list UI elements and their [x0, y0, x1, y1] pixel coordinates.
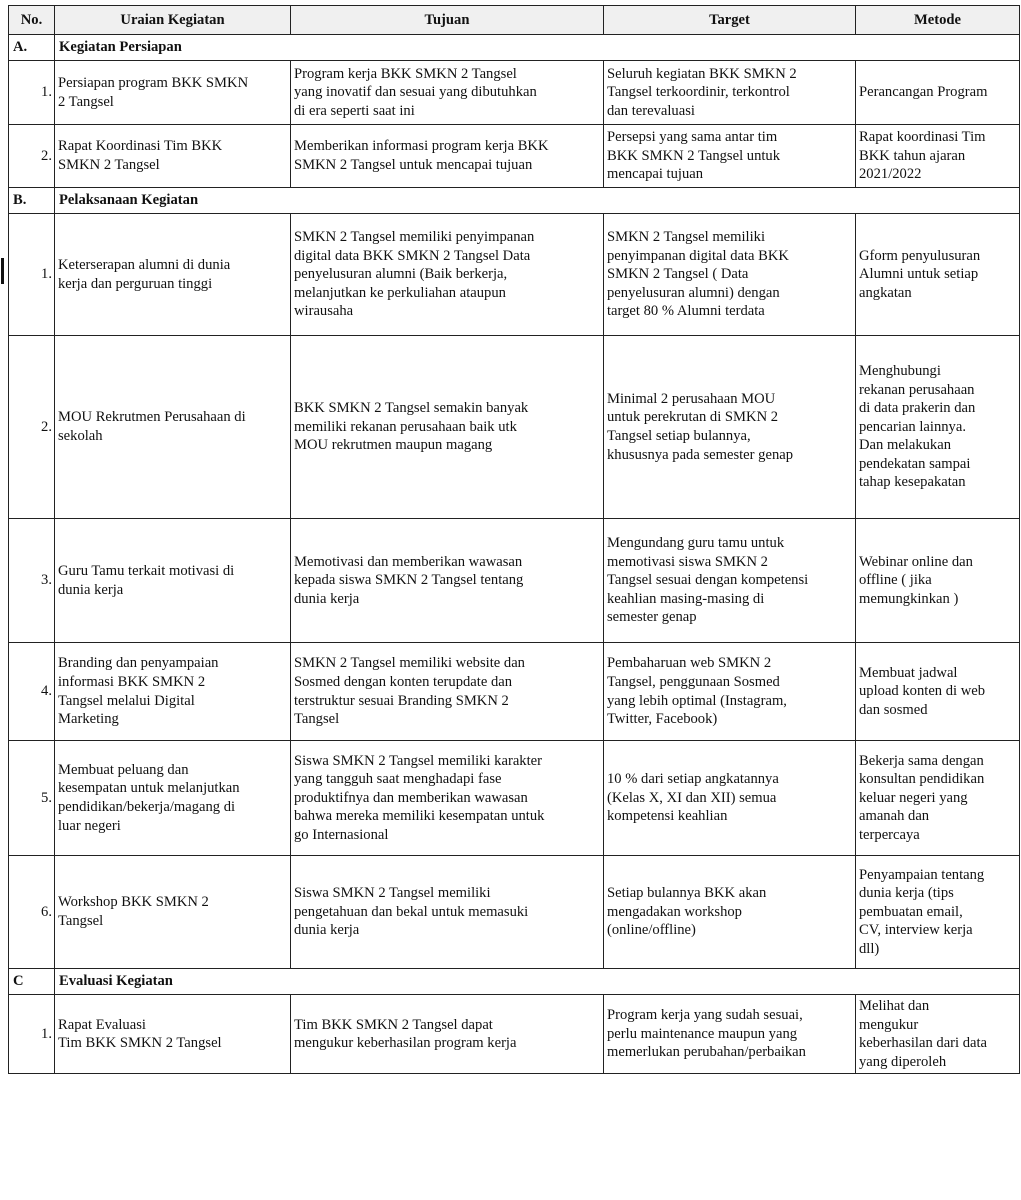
cell-tujuan — [291, 856, 604, 969]
cell-tujuan — [291, 214, 604, 336]
table-row — [9, 336, 1020, 519]
document-page — [8, 5, 1020, 1074]
header-uraian: Uraian Kegiatan — [55, 6, 291, 35]
section-row — [9, 969, 1020, 995]
cell-metode — [856, 214, 1020, 336]
cell-tujuan-text: Siswa SMKN 2 Tangsel memiliki pengetahuan dan bekal untuk memasuki dunia kerja — [294, 885, 529, 939]
table-row — [9, 519, 1020, 643]
cell-target-text: Setiap bulannya BKK akan mengadakan workshop (online/offline) — [607, 885, 767, 939]
cell-target — [604, 214, 856, 336]
row-number-text: 1. — [41, 84, 52, 101]
header-target: Target — [604, 6, 856, 35]
cell-target-text: 10 % dari setiap angkatannya (Kelas X, XI dan XII) semua kompetensi keahlian — [607, 771, 779, 825]
cell-uraian-text: Rapat Evaluasi Tim BKK SMKN 2 Tangsel — [58, 1016, 222, 1052]
cell-target — [604, 61, 856, 125]
cell-metode — [856, 856, 1020, 969]
cell-metode-text: Perancangan Program — [859, 84, 988, 101]
cell-tujuan — [291, 995, 604, 1074]
cell-uraian — [55, 519, 291, 643]
cell-metode — [856, 125, 1020, 188]
cell-target — [604, 856, 856, 969]
cell-metode-text: Gform penyulusuran Alumni untuk setiap angkatan — [859, 247, 981, 301]
row-number — [9, 741, 55, 856]
cell-metode — [856, 741, 1020, 856]
cell-tujuan-text: SMKN 2 Tangsel memiliki website dan Sosmed dengan konten terupdate dan terstruktur sesuai Branding SMKN 2 Tangsel — [294, 655, 525, 728]
row-number — [9, 519, 55, 643]
text-cursor — [1, 258, 4, 284]
row-number-text: 6. — [41, 903, 52, 920]
cell-target — [604, 336, 856, 519]
table-body — [9, 35, 1020, 1074]
section-letter: B. — [9, 188, 55, 214]
cell-target-text: Seluruh kegiatan BKK SMKN 2 Tangsel terkoordinir, terkontrol dan terevaluasi — [607, 65, 797, 119]
cell-uraian-text: Persiapan program BKK SMKN 2 Tangsel — [58, 74, 249, 110]
cell-uraian-text: Branding dan penyampaian informasi BKK SMKN 2 Tangsel melalui Digital Marketing — [58, 655, 219, 728]
row-number — [9, 643, 55, 741]
cell-metode-text: Rapat koordinasi Tim BKK tahun ajaran 2021/2022 — [859, 129, 986, 183]
table-row — [9, 125, 1020, 188]
section-row — [9, 188, 1020, 214]
section-title: Pelaksanaan Kegiatan — [55, 188, 1020, 214]
cell-metode — [856, 643, 1020, 741]
cell-metode — [856, 995, 1020, 1074]
cell-metode-text: Penyampaian tentang dunia kerja (tips pembuatan email, CV, interview kerja dll) — [859, 866, 985, 957]
cell-tujuan-text: BKK SMKN 2 Tangsel semakin banyak memiliki rekanan perusahaan baik utk MOU rekrutmen maupun magang — [294, 400, 529, 454]
table-row — [9, 61, 1020, 125]
cell-uraian — [55, 643, 291, 741]
table-row — [9, 214, 1020, 336]
cell-metode-text: Membuat jadwal upload konten di web dan sosmed — [859, 664, 986, 718]
cell-metode-text: Melihat dan mengukur keberhasilan dari data yang diperoleh — [859, 998, 988, 1070]
row-number-text: 5. — [41, 789, 52, 806]
cell-target — [604, 125, 856, 188]
cell-target-text: Program kerja yang sudah sesuai, perlu maintenance maupun yang memerlukan perubahan/perbaikan — [607, 1007, 806, 1061]
header-tujuan: Tujuan — [291, 6, 604, 35]
section-row — [9, 35, 1020, 61]
cell-target-text: Persepsi yang sama antar tim BKK SMKN 2 Tangsel untuk mencapai tujuan — [607, 129, 781, 183]
cell-uraian — [55, 995, 291, 1074]
section-letter: C — [9, 969, 55, 995]
cell-tujuan-text: Tim BKK SMKN 2 Tangsel dapat mengukur keberhasilan program kerja — [294, 1016, 517, 1052]
section-letter: A. — [9, 35, 55, 61]
table-row — [9, 856, 1020, 969]
cell-tujuan-text: Memberikan informasi program kerja BKK SMKN 2 Tangsel untuk mencapai tujuan — [294, 138, 549, 173]
cell-tujuan — [291, 519, 604, 643]
cell-uraian-text: MOU Rekrutmen Perusahaan di sekolah — [58, 409, 246, 444]
table-row — [9, 741, 1020, 856]
cell-metode-text: Bekerja sama dengan konsultan pendidikan keluar negeri yang amanah dan terpercaya — [859, 752, 985, 843]
row-number-text: 1. — [41, 1025, 52, 1042]
cell-tujuan — [291, 61, 604, 125]
cell-uraian-text: Guru Tamu terkait motivasi di dunia kerja — [58, 562, 235, 598]
cell-tujuan — [291, 643, 604, 741]
cell-target — [604, 643, 856, 741]
cell-target-text: Minimal 2 perusahaan MOU untuk perekrutan di SMKN 2 Tangsel setiap bulannya, khususnya pada semester genap — [607, 390, 794, 463]
cell-target — [604, 741, 856, 856]
cell-target-text: Mengundang guru tamu untuk memotivasi siswa SMKN 2 Tangsel sesuai dengan kompetensi keahlian masing-masing di semester genap — [607, 535, 809, 626]
cell-target-text: Pembaharuan web SMKN 2 Tangsel, penggunaan Sosmed yang lebih optimal (Instagram, Twitter, Facebook) — [607, 655, 787, 728]
cell-tujuan-text: Memotivasi dan memberikan wawasan kepada siswa SMKN 2 Tangsel tentang dunia kerja — [294, 553, 524, 607]
header-row — [9, 6, 1020, 35]
table-row — [9, 643, 1020, 741]
cell-uraian-text: Rapat Koordinasi Tim BKK SMKN 2 Tangsel — [58, 138, 223, 173]
cell-uraian-text: Membuat peluang dan kesempatan untuk melanjutkan pendidikan/bekerja/magang di luar negeri — [58, 761, 240, 834]
cell-uraian — [55, 741, 291, 856]
header-no: No. — [9, 6, 55, 35]
cell-uraian — [55, 61, 291, 125]
row-number-text: 2. — [41, 418, 52, 435]
cell-uraian — [55, 336, 291, 519]
cell-tujuan — [291, 125, 604, 188]
section-title: Evaluasi Kegiatan — [55, 969, 1020, 995]
cell-tujuan-text: Program kerja BKK SMKN 2 Tangsel yang inovatif dan sesuai yang dibutuhkan di era seperti saat ini — [294, 65, 537, 119]
section-title: Kegiatan Persiapan — [55, 35, 1020, 61]
cell-metode — [856, 336, 1020, 519]
cell-uraian-text: Workshop BKK SMKN 2 Tangsel — [58, 894, 209, 929]
cell-target — [604, 995, 856, 1074]
cell-tujuan — [291, 336, 604, 519]
cell-tujuan-text: SMKN 2 Tangsel memiliki penyimpanan digital data BKK SMKN 2 Tangsel Data penyelusuran alumni (Baik berkerja, melanjutkan ke perkuliahan ataupun wirausaha — [294, 229, 535, 320]
cell-target-text: SMKN 2 Tangsel memiliki penyimpanan digital data BKK SMKN 2 Tangsel ( Data penyelusuran alumni) dengan target 80 % Alumni terdata — [607, 229, 789, 320]
cell-uraian-text: Keterserapan alumni di dunia kerja dan perguruan tinggi — [58, 256, 231, 292]
header-metode: Metode — [856, 6, 1020, 35]
row-number-text: 2. — [41, 147, 52, 164]
row-number — [9, 125, 55, 188]
cell-uraian — [55, 125, 291, 188]
row-number-text: 4. — [41, 683, 52, 700]
cell-metode — [856, 61, 1020, 125]
cell-target — [604, 519, 856, 643]
row-number-text: 1. — [41, 266, 52, 283]
row-number — [9, 336, 55, 519]
row-number — [9, 995, 55, 1074]
row-number — [9, 61, 55, 125]
program-table — [8, 5, 1020, 1074]
row-number-text: 3. — [41, 572, 52, 589]
table-row — [9, 995, 1020, 1074]
cell-metode-text: Webinar online dan offline ( jika memungkinkan ) — [859, 553, 973, 607]
cell-uraian — [55, 214, 291, 336]
cell-uraian — [55, 856, 291, 969]
cell-metode — [856, 519, 1020, 643]
cell-tujuan — [291, 741, 604, 856]
cell-metode-text: Menghubungi rekanan perusahaan di data prakerin dan pencarian lainnya. Dan melakukan pendekatan sampai tahap kesepakatan — [859, 362, 976, 491]
cell-tujuan-text: Siswa SMKN 2 Tangsel memiliki karakter yang tangguh saat menghadapi fase produktifnya dan memberikan wawasan bahwa mereka memiliki kesempatan untuk go Internasional — [294, 752, 545, 843]
row-number — [9, 856, 55, 969]
row-number — [9, 214, 55, 336]
